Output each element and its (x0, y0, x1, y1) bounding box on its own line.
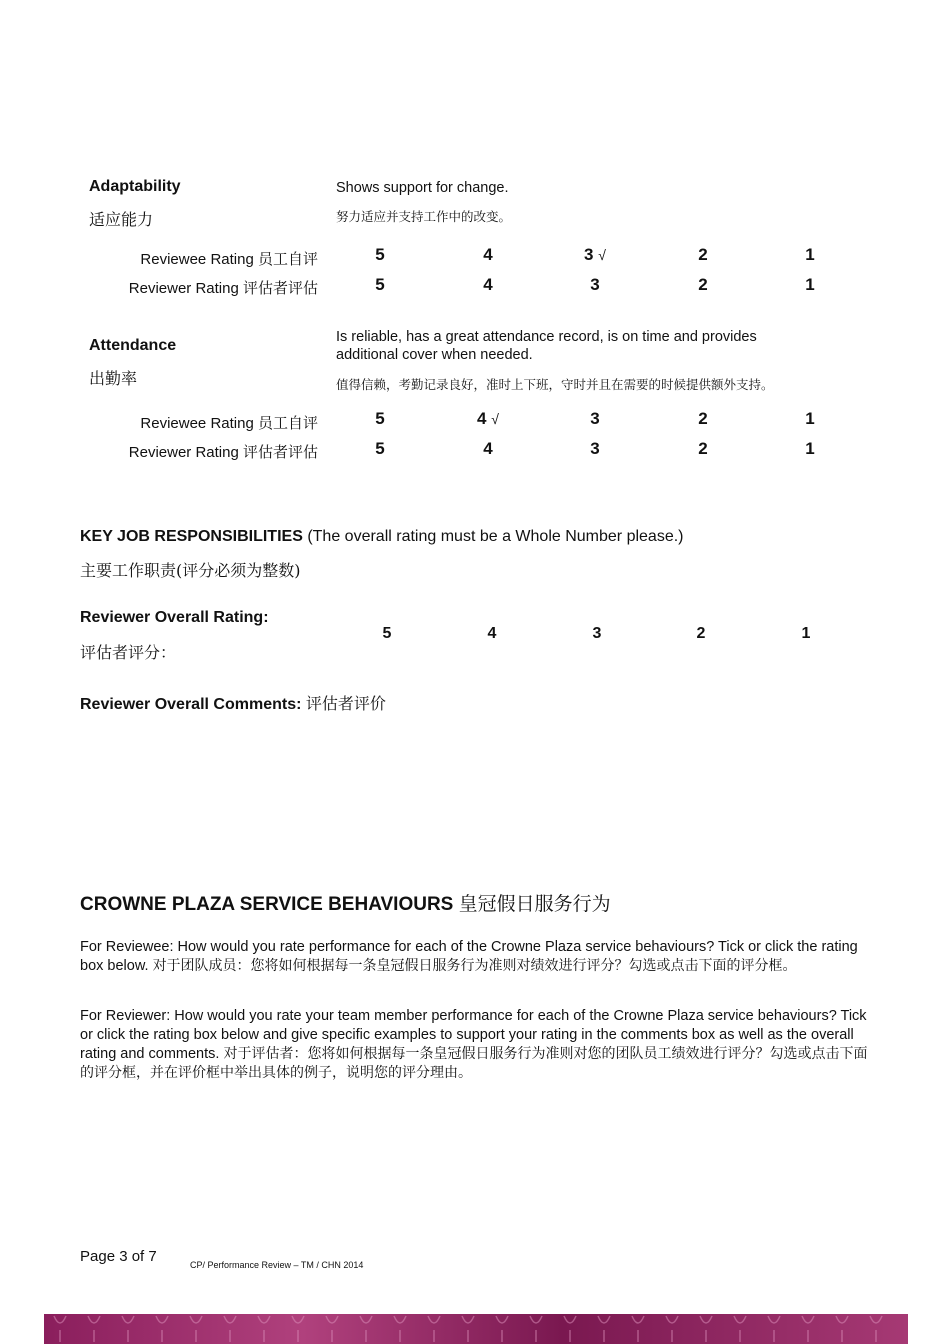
footer-decorative-bar (44, 1314, 908, 1344)
attendance-description-cn: 值得信赖，考勤记录良好，准时上下班，守时并且在需要的时候提供额外支持。 (336, 377, 774, 392)
overall-rating-2[interactable]: 2 (696, 625, 706, 642)
adaptability-description-cn: 努力适应并支持工作中的改变。 (336, 209, 512, 224)
overall-rating-1[interactable]: 1 (801, 625, 811, 642)
check-mark-icon: √ (598, 247, 606, 263)
attendance-reviewee-rating-1[interactable]: 1 (805, 409, 815, 428)
attendance-reviewee-rating-4[interactable]: 4 √ (477, 409, 499, 428)
adaptability-reviewer-rating-5[interactable]: 5 (375, 275, 385, 294)
attendance-description: Is reliable, has a great attendance record, is on time and provides additional cover when needed. (336, 329, 757, 363)
attendance-reviewee-rating-5[interactable]: 5 (375, 409, 385, 428)
adaptability-reviewee-label: Reviewee Rating 员工自评 (140, 250, 318, 268)
attendance-reviewer-label: Reviewer Rating 评估者评估 (128, 443, 318, 461)
adaptability-reviewee-rating-5[interactable]: 5 (375, 245, 385, 264)
overall-rating-label: Reviewer Overall Rating: (80, 609, 269, 626)
check-mark-icon: √ (491, 411, 499, 427)
reviewee-instructions: For Reviewee: How would you rate performance for each of the Crowne Plaza service behaviours? Tick or click the rating box below. 对于团队成员：您将如何根据每一条皇冠假日服务行为准则对绩效进行评分？勾选或点击下面的评分框。 (80, 939, 858, 974)
attendance-reviewer-rating-4[interactable]: 4 (483, 439, 493, 458)
attendance-reviewer-rating-5[interactable]: 5 (375, 439, 385, 458)
service-behaviours-heading: CROWNE PLAZA SERVICE BEHAVIOURS 皇冠假日服务行为 (80, 893, 611, 915)
overall-rating-4[interactable]: 4 (487, 625, 497, 642)
attendance-reviewee-rating-3[interactable]: 3 (590, 409, 600, 428)
adaptability-reviewer-rating-3[interactable]: 3 (590, 275, 600, 294)
attendance-reviewee-rating-2[interactable]: 2 (698, 409, 708, 428)
overall-comments-label: Reviewer Overall Comments: 评估者评价 (80, 694, 386, 713)
attendance-title: Attendance (89, 337, 177, 354)
adaptability-reviewee-rating-2[interactable]: 2 (698, 245, 708, 264)
overall-rating-3[interactable]: 3 (592, 625, 602, 642)
attendance-reviewer-rating-2[interactable]: 2 (698, 439, 708, 458)
adaptability-reviewer-rating-1[interactable]: 1 (805, 275, 815, 294)
adaptability-reviewer-label: Reviewer Rating 评估者评估 (128, 279, 318, 297)
attendance-reviewer-rating-3[interactable]: 3 (590, 439, 600, 458)
attendance-reviewer-rating-1[interactable]: 1 (805, 439, 815, 458)
key-job-heading-cn: 主要工作职责(评分必须为整数) (80, 561, 301, 580)
adaptability-reviewer-rating-2[interactable]: 2 (698, 275, 708, 294)
attendance-reviewee-label: Reviewee Rating 员工自评 (140, 414, 318, 432)
adaptability-description: Shows support for change. (336, 180, 509, 196)
adaptability-reviewee-rating-3[interactable]: 3 √ (584, 245, 606, 264)
document-reference: CP/ Performance Review – TM / CHN 2014 (190, 1260, 364, 1270)
adaptability-title: Adaptability (89, 178, 181, 195)
attendance-title-cn: 出勤率 (89, 369, 138, 388)
reviewer-instructions: For Reviewer: How would you rate your team member performance for each of the Crowne Plaza service behaviours? Tick or click the rating box below and give specific examples to support your rating in the comments box as well as the overall rating and comments. 对于评估者：您将如何根据每一条皇冠假日服务行为准则对您的团队员工绩效进行评分？勾选或点击下面的评分框，并在评价框中举出具体的例子，说明您的评分理由。 (80, 1008, 868, 1081)
wine-glass-pattern-icon (44, 1314, 908, 1344)
adaptability-reviewee-rating-1[interactable]: 1 (805, 245, 815, 264)
key-job-heading: KEY JOB RESPONSIBILITIES (The overall rating must be a Whole Number please.) (80, 528, 684, 545)
overall-rating-label-cn: 评估者评分： (80, 643, 177, 662)
overall-rating-5[interactable]: 5 (382, 625, 392, 642)
page-number: Page 3 of 7 (80, 1248, 157, 1265)
adaptability-title-cn: 适应能力 (89, 210, 154, 229)
adaptability-reviewee-rating-4[interactable]: 4 (483, 245, 493, 264)
overall-comments-box[interactable] (80, 718, 870, 838)
adaptability-reviewer-rating-4[interactable]: 4 (483, 275, 493, 294)
